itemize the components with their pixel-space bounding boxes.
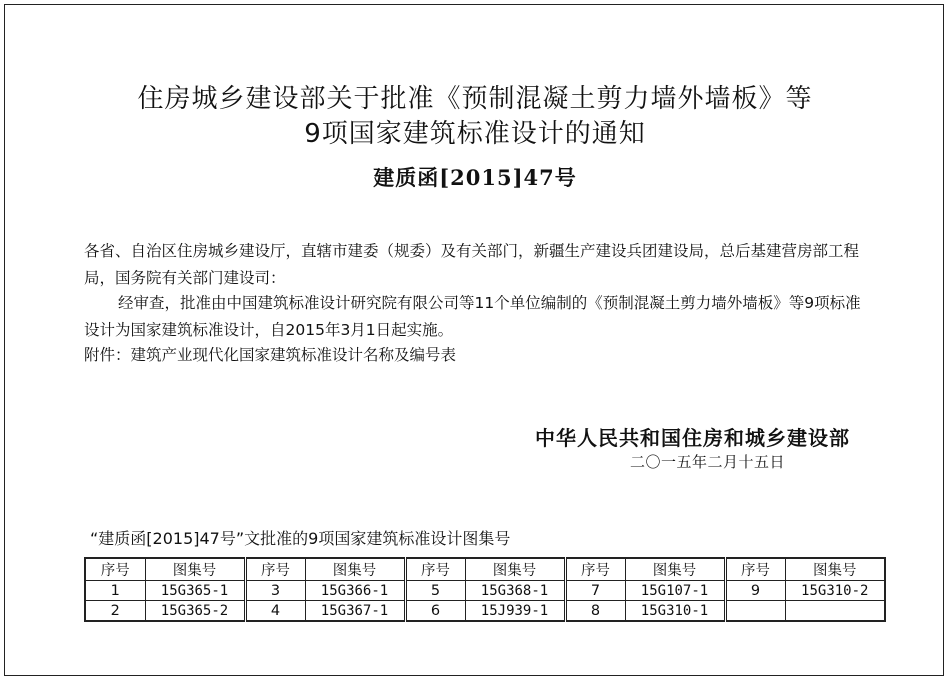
row-code [785,601,885,622]
row-no: 9 [725,581,785,601]
row-code: 15G310-1 [625,601,725,622]
row-no [725,601,785,622]
approval-paragraph: 经审查，批准由中国建筑标准设计研究院有限公司等11个单位编制的《预制混凝土剪力墙外墙板》等9项标准设计为国家建筑标准设计，自2015年3月1日起实施。 [84,294,861,339]
header-no: 序号 [725,558,785,581]
table-caption: “建质函[2015]47号”文批准的9项国家建筑标准设计图集号 [90,529,511,548]
row-code: 15G365-1 [145,581,245,601]
header-code: 图集号 [465,558,565,581]
header-no: 序号 [85,558,145,581]
row-code: 15G107-1 [625,581,725,601]
issue-date: 二〇一五年二月十五日 [630,453,786,471]
header-no: 序号 [245,558,305,581]
row-no: 6 [405,601,465,622]
document-title-line-2: 9项国家建筑标准设计的通知 [304,119,646,149]
row-code: 15G368-1 [465,581,565,601]
table-row [85,601,885,622]
table-row [85,581,885,601]
row-code: 15G367-1 [305,601,405,622]
row-code: 15J939-1 [465,601,565,622]
row-code: 15G310-2 [785,581,885,601]
header-no: 序号 [405,558,465,581]
row-code: 15G365-2 [145,601,245,622]
document-number: 建质函[2015]47号 [373,165,577,190]
row-no: 7 [565,581,625,601]
row-no: 1 [85,581,145,601]
header-no: 序号 [565,558,625,581]
row-no: 5 [405,581,465,601]
row-no: 4 [245,601,305,622]
table-header-row [85,558,885,581]
row-code: 15G366-1 [305,581,405,601]
document-title-line-1: 住房城乡建设部关于批准《预制混凝土剪力墙外墙板》等 [137,84,813,114]
header-code: 图集号 [625,558,725,581]
row-no: 8 [565,601,625,622]
header-code: 图集号 [305,558,405,581]
row-no: 3 [245,581,305,601]
header-code: 图集号 [145,558,245,581]
row-no: 2 [85,601,145,622]
addressee-paragraph: 各省、自治区住房城乡建设厅，直辖市建委（规委）及有关部门，新疆生产建设兵团建设局，总后基建营房部工程局，国务院有关部门建设司： [84,242,860,287]
header-code: 图集号 [785,558,885,581]
issuing-organization: 中华人民共和国住房和城乡建设部 [535,426,850,450]
attachment-line: 附件：建筑产业现代化国家建筑标准设计名称及编号表 [84,346,457,364]
atlas-number-table [84,557,886,622]
